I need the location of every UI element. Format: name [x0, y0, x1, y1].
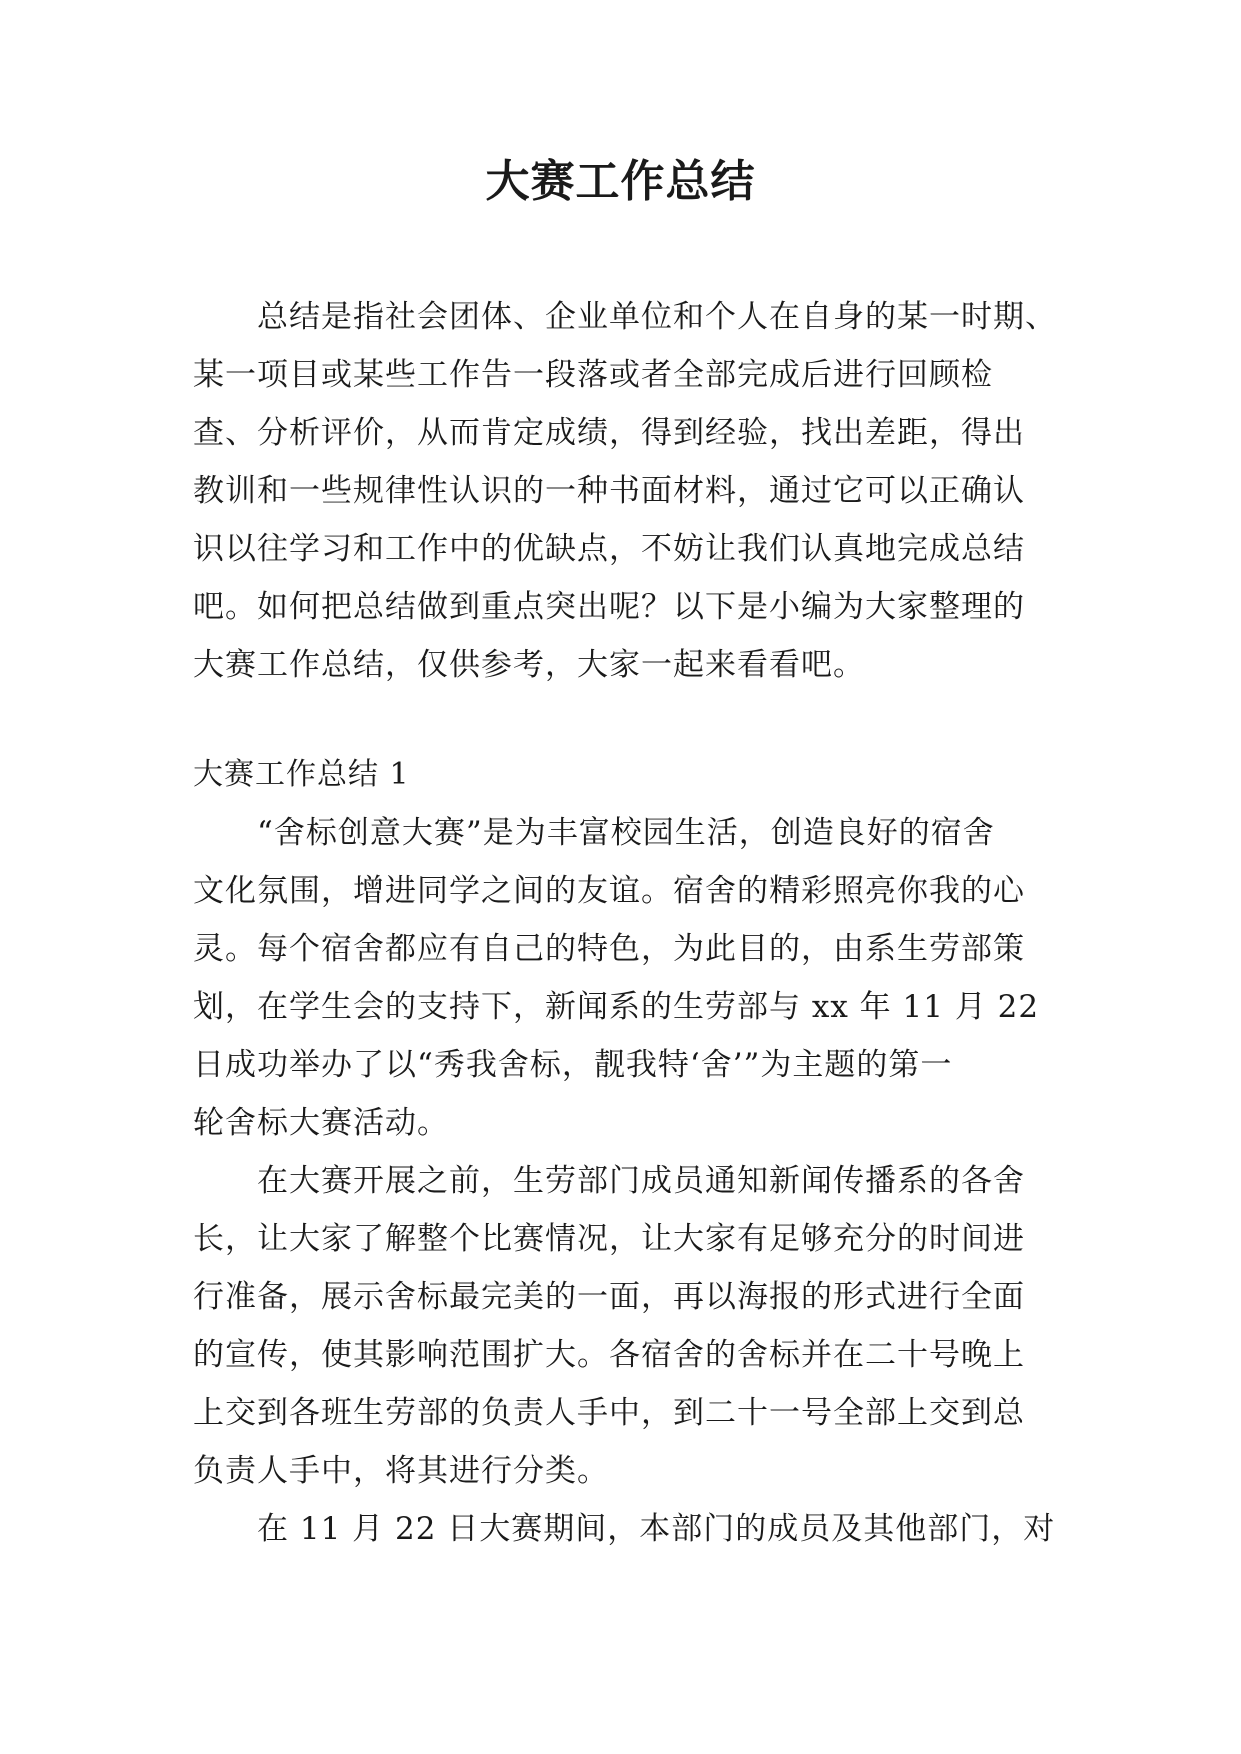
intro-line: 大赛工作总结，仅供参考，大家一起来看看吧。: [193, 647, 865, 683]
section-body: [193, 804, 1063, 1558]
section-line: “舍标创意大赛”是为丰富校园生活，创造良好的宿舍: [193, 815, 995, 851]
intro-line: 总结是指社会团体、企业单位和个人在自身的某一时期、: [193, 299, 1057, 335]
section-line: 上交到各班生劳部的负责人手中，到二十一号全部上交到总: [193, 1395, 1025, 1431]
section-line: 长，让大家了解整个比赛情况，让大家有足够充分的时间进: [193, 1221, 1025, 1257]
intro-line: 某一项目或某些工作告一段落或者全部完成后进行回顾检: [193, 357, 993, 393]
section-line: 负责人手中，将其进行分类。: [193, 1453, 609, 1489]
section-line: 轮舍标大赛活动。: [193, 1105, 449, 1141]
document-title: 大赛工作总结: [485, 156, 756, 207]
intro-paragraph: [193, 288, 1063, 694]
section-line: 文化氛围，增进同学之间的友谊。宿舍的精彩照亮你我的心: [193, 873, 1025, 909]
section-line: 行准备，展示舍标最完美的一面，再以海报的形式进行全面: [193, 1279, 1025, 1315]
intro-line: 吧。如何把总结做到重点突出呢？以下是小编为大家整理的: [193, 589, 1025, 625]
section-heading: 大赛工作总结 1: [193, 757, 410, 792]
section-line: 灵。每个宿舍都应有自己的特色，为此目的，由系生劳部策: [193, 931, 1025, 967]
section-line: 的宣传，使其影响范围扩大。各宿舍的舍标并在二十号晚上: [193, 1337, 1025, 1373]
section-line: 在大赛开展之前，生劳部门成员通知新闻传播系的各舍: [193, 1163, 1025, 1199]
document-body: [193, 288, 1063, 1558]
paragraph-gap: [193, 694, 1063, 746]
section-line: 日成功举办了以“秀我舍标，靓我特‘舍’”为主题的第一: [193, 1047, 953, 1083]
intro-line: 识以往学习和工作中的优缺点，不妨让我们认真地完成总结: [193, 531, 1025, 567]
intro-line: 教训和一些规律性认识的一种书面材料，通过它可以正确认: [193, 473, 1025, 509]
section-line: 在 11 月 22 日大赛期间，本部门的成员及其他部门，对: [193, 1511, 1056, 1547]
intro-line: 查、分析评价，从而肯定成绩，得到经验，找出差距，得出: [193, 415, 1025, 451]
section-line: 划，在学生会的支持下，新闻系的生劳部与 xx 年 11 月 22: [193, 989, 1040, 1025]
